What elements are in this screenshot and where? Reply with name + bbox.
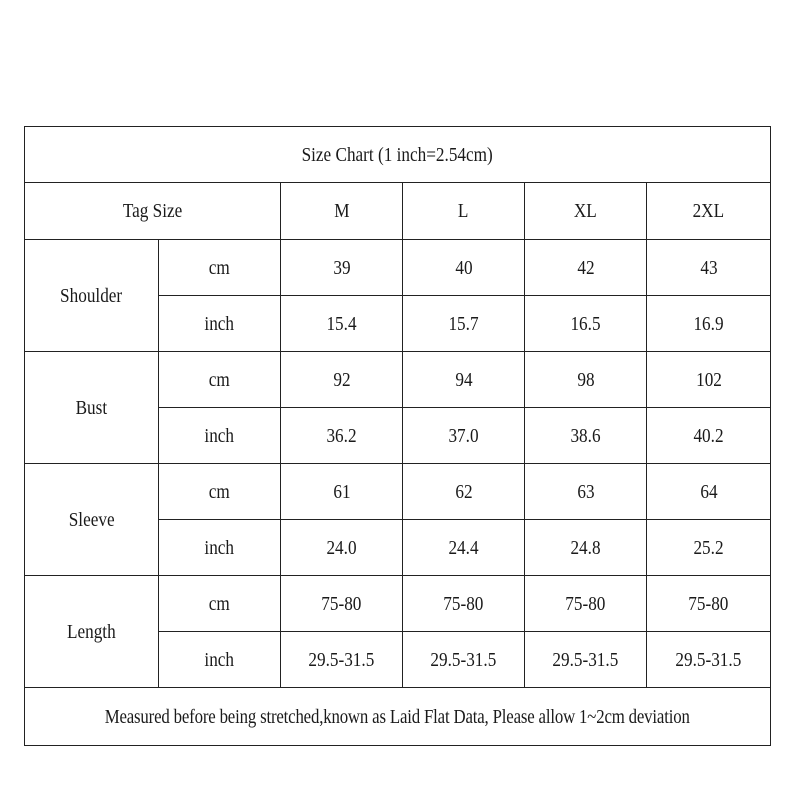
measure-label-length: Length	[25, 576, 159, 688]
value-cell: 102	[647, 352, 771, 408]
table-row	[25, 240, 771, 296]
table-row	[25, 464, 771, 520]
value-cell: 25.2	[647, 520, 771, 576]
value-cell: 24.4	[403, 520, 525, 576]
value-cell: 75-80	[525, 576, 647, 632]
size-header-2xl: 2XL	[647, 183, 771, 240]
value-cell: 29.5-31.5	[525, 632, 647, 688]
measure-label-bust: Bust	[25, 352, 159, 464]
value-cell: 29.5-31.5	[647, 632, 771, 688]
value-cell: 24.0	[281, 520, 403, 576]
unit-cell: inch	[159, 408, 281, 464]
value-cell: 98	[525, 352, 647, 408]
value-cell: 40	[403, 240, 525, 296]
value-cell: 62	[403, 464, 525, 520]
value-cell: 42	[525, 240, 647, 296]
size-header-l: L	[403, 183, 525, 240]
measure-label-sleeve: Sleeve	[25, 464, 159, 576]
title-row	[25, 127, 771, 183]
size-header-xl: XL	[525, 183, 647, 240]
value-cell: 94	[403, 352, 525, 408]
value-cell: 92	[281, 352, 403, 408]
unit-cell: cm	[159, 576, 281, 632]
deviation-note: Measured before being stretched,known as Laid Flat Data, Please allow 1~2cm deviation	[25, 688, 771, 746]
unit-cell: cm	[159, 464, 281, 520]
size-chart-title: Size Chart (1 inch=2.54cm)	[25, 127, 771, 183]
value-cell: 38.6	[525, 408, 647, 464]
value-cell: 43	[647, 240, 771, 296]
table-row	[25, 352, 771, 408]
footer-row	[25, 688, 771, 746]
size-header-m: M	[281, 183, 403, 240]
unit-cell: cm	[159, 352, 281, 408]
value-cell: 16.9	[647, 296, 771, 352]
value-cell: 24.8	[525, 520, 647, 576]
measure-label-shoulder: Shoulder	[25, 240, 159, 352]
header-row	[25, 183, 771, 240]
value-cell: 29.5-31.5	[281, 632, 403, 688]
value-cell: 64	[647, 464, 771, 520]
unit-cell: inch	[159, 296, 281, 352]
tag-size-header: Tag Size	[25, 183, 281, 240]
value-cell: 16.5	[525, 296, 647, 352]
value-cell: 39	[281, 240, 403, 296]
value-cell: 29.5-31.5	[403, 632, 525, 688]
value-cell: 61	[281, 464, 403, 520]
unit-cell: cm	[159, 240, 281, 296]
unit-cell: inch	[159, 520, 281, 576]
value-cell: 36.2	[281, 408, 403, 464]
value-cell: 15.7	[403, 296, 525, 352]
value-cell: 75-80	[647, 576, 771, 632]
size-chart-table	[24, 126, 771, 746]
value-cell: 75-80	[281, 576, 403, 632]
value-cell: 37.0	[403, 408, 525, 464]
value-cell: 63	[525, 464, 647, 520]
table-row	[25, 576, 771, 632]
value-cell: 40.2	[647, 408, 771, 464]
value-cell: 75-80	[403, 576, 525, 632]
unit-cell: inch	[159, 632, 281, 688]
value-cell: 15.4	[281, 296, 403, 352]
